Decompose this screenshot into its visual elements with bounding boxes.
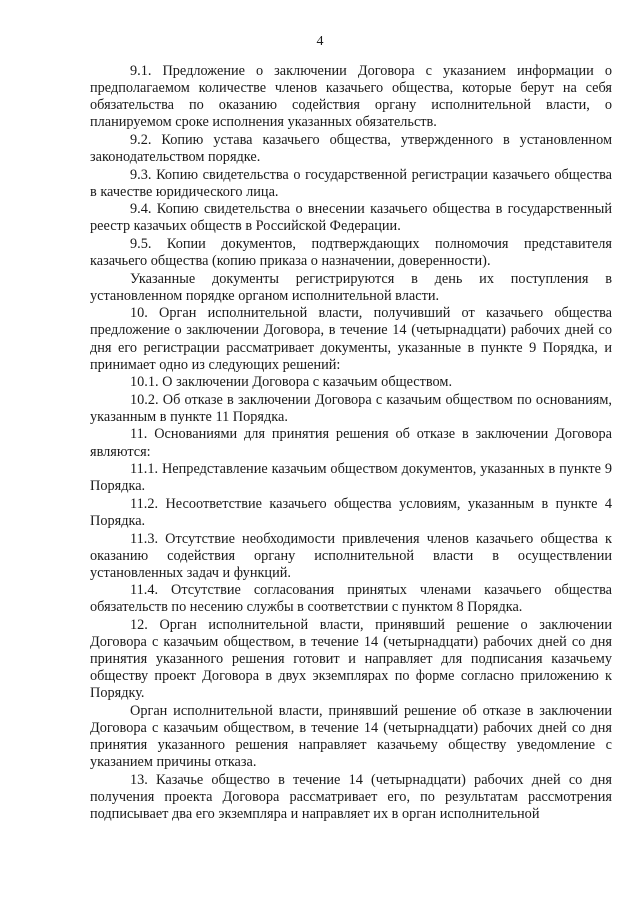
paragraph-10: 10. Орган исполнительной власти, получивший от казачьего общества предложение о заключении Договора, в течение 14 (четырнадцати) рабочих дней со дня его регистрации рассматривает документы, указанные в пункте 9 Порядка, и принимает одно из следующих решений: xyxy=(90,305,612,373)
paragraph-12: 12. Орган исполнительной власти, принявший решение о заключении Договора с казачьим обществом, в течение 14 (четырнадцати) рабочих дней со дня принятия указанного решения готовит и направляет для подписания казачьему обществу проект Договора в двух экземплярах по форме согласно приложению к Порядку. xyxy=(90,617,612,702)
paragraph-10-2: 10.2. Об отказе в заключении Договора с казачьим обществом по основаниям, указанным в пункте 11 Порядка. xyxy=(90,391,612,425)
paragraph-9-3: 9.3. Копию свидетельства о государственной регистрации казачьего общества в качестве юридического лица. xyxy=(90,166,612,200)
paragraph-documents-registration: Указанные документы регистрируются в день их поступления в установленном порядке органом исполнительной власти. xyxy=(90,270,612,304)
paragraph-11: 11. Основаниями для принятия решения об отказе в заключении Договора являются: xyxy=(90,426,612,460)
paragraph-11-3: 11.3. Отсутствие необходимости привлечения членов казачьего общества к оказанию содействия органу исполнительной власти в осуществлении установленных задач и функций. xyxy=(90,530,612,581)
paragraph-9-5: 9.5. Копии документов, подтверждающих полномочия представителя казачьего общества (копию приказа о назначении, доверенности). xyxy=(90,235,612,270)
paragraph-11-4: 11.4. Отсутствие согласования принятых членами казачьего общества обязательств по несению службы в соответствии с пунктом 8 Порядка. xyxy=(90,582,612,616)
paragraph-11-1: 11.1. Непредставление казачьим обществом документов, указанных в пункте 9 Порядка. xyxy=(90,461,612,495)
paragraph-10-1: 10.1. О заключении Договора с казачьим обществом. xyxy=(130,374,453,391)
paragraph-11-2: 11.2. Несоответствие казачьего общества условиям, указанным в пункте 4 Порядка. xyxy=(90,495,612,529)
document-body xyxy=(90,63,612,823)
paragraph-9-2: 9.2. Копию устава казачьего общества, утвержденного в установленном законодательством порядке. xyxy=(90,131,612,165)
paragraph-9-4: 9.4. Копию свидетельства о внесении казачьего общества в государственный реестр казачьих обществ в Российской Федерации. xyxy=(90,201,612,235)
paragraph-9-1: 9.1. Предложение о заключении Договора с указанием информации о предполагаемом количестве членов казачьего общества, которые берут на себя обязательства по оказанию содействия органу исполнительной власти, о планируемом сроке исполнения указанных обязательств. xyxy=(90,63,612,131)
paragraph-refusal-notice: Орган исполнительной власти, принявший решение об отказе в заключении Договора с казачьим обществом, в течение 14 (четырнадцати) рабочих дней со дня принятия указанного решения направляет казачьему обществу уведомление с указанием причины отказа. xyxy=(90,702,612,771)
paragraph-13: 13. Казачье общество в течение 14 (четырнадцати) рабочих дней со дня получения проекта Договора рассматривает его, по результатам рассмотрения подписывает два его экземпляра и направляет их в орган исполнительной xyxy=(90,771,612,823)
page-number: 4 xyxy=(316,34,324,49)
